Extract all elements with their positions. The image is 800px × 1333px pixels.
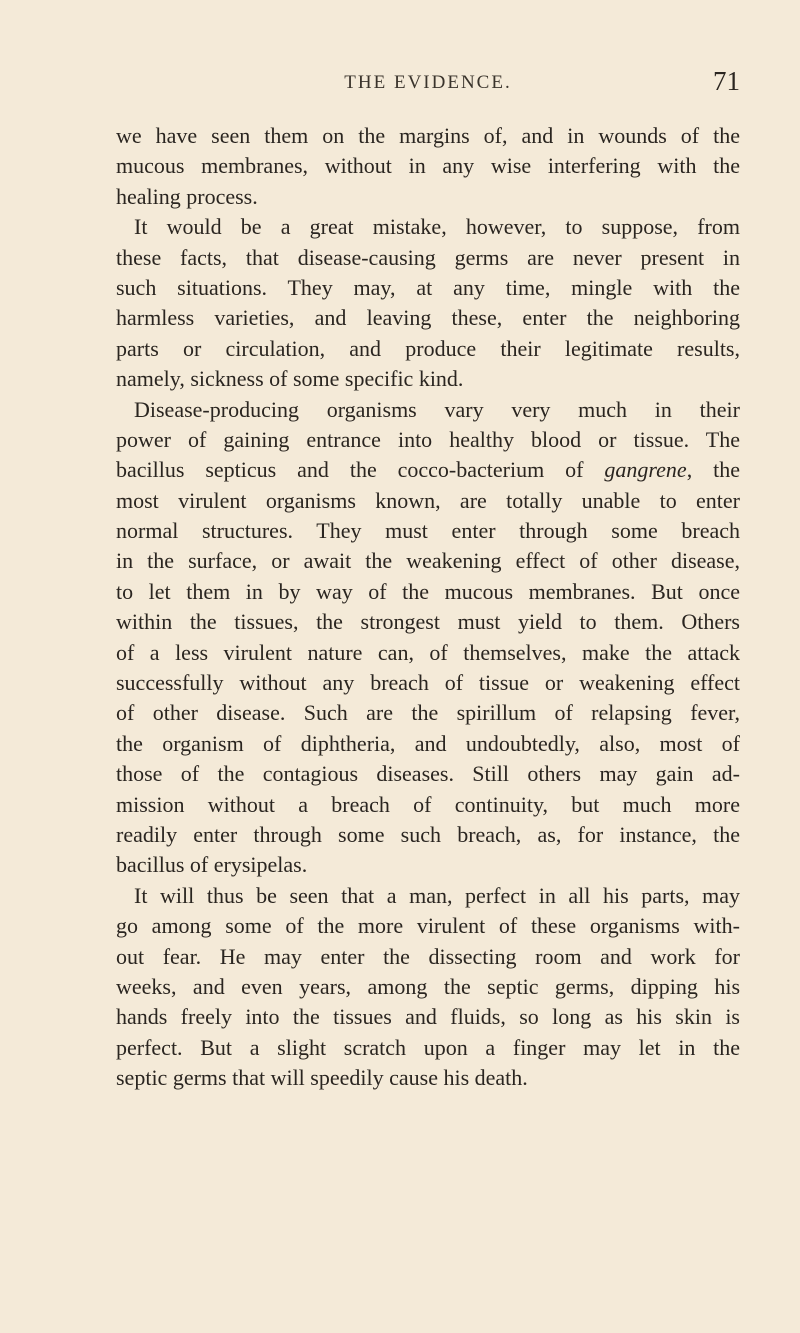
text-line: healing process. (116, 183, 258, 209)
text-line: successfully without any breach of tissue or weakening effect (116, 670, 740, 696)
text-line: of a less virulent nature can, of themselves, make the attack (116, 639, 740, 665)
text-line: in the surface, or await the weakening effect of other disease, (116, 548, 740, 574)
text-line: most virulent organisms known, are totally unable to enter (116, 487, 740, 513)
text-line: weeks, and even years, among the septic germs, dipping his (116, 973, 740, 999)
paragraph-first-line: Disease-producing organisms vary very much in their (134, 396, 740, 422)
text-line: readily enter through some such breach, as, for instance, the (116, 821, 740, 847)
text-line: namely, sickness of some specific kind. (116, 366, 464, 392)
paragraph-first-line: It would be a great mistake, however, to suppose, from (134, 214, 740, 240)
text-line: such situations. They may, at any time, mingle with the (116, 274, 740, 300)
text-line: out fear. He may enter the dissecting room and work for (116, 943, 740, 969)
page-number: 71 (713, 66, 740, 96)
text-line: perfect. But a slight scratch upon a finger may let in the (116, 1034, 740, 1060)
text-line: mission without a breach of continuity, but much more (116, 791, 740, 817)
text-line: go among some of the more virulent of these organisms with- (116, 913, 740, 939)
text-line: hands freely into the tissues and fluids, so long as his skin is (116, 1004, 740, 1030)
text-line: the organism of diphtheria, and undoubtedly, also, most of (116, 730, 740, 756)
paragraph-first-line: It will thus be seen that a man, perfect in all his parts, may (134, 882, 740, 908)
text-line: within the tissues, the strongest must yield to them. Others (116, 609, 740, 635)
body-text (116, 121, 740, 1094)
running-head (116, 66, 740, 106)
text-line: of other disease. Such are the spirillum of relapsing fever, (116, 700, 740, 726)
text-line: normal structures. They must enter through some breach (116, 518, 740, 544)
text-line: to let them in by way of the mucous membranes. But once (116, 578, 740, 604)
text-segment: bacillus septicus and the cocco-bacterium of gangrene, the (116, 457, 740, 483)
text-line: we have seen them on the margins of, and in wounds of the (116, 123, 740, 148)
italic-term: gangrene (604, 457, 687, 483)
text-line: parts or circulation, and produce their legitimate results, (116, 335, 740, 361)
text-line: bacillus of erysipelas. (116, 852, 308, 878)
text-line: power of gaining entrance into healthy blood or tissue. The (116, 426, 740, 452)
text-line: septic germs that will speedily cause his death. (116, 1065, 528, 1091)
text-line: harmless varieties, and leaving these, enter the neighboring (116, 305, 740, 331)
text-line: these facts, that disease-causing germs are never present in (116, 244, 740, 270)
running-title: THE EVIDENCE. (344, 72, 512, 93)
text-line: those of the contagious diseases. Still others may gain ad- (116, 761, 740, 787)
text-line: mucous membranes, without in any wise interfering with the (116, 153, 740, 179)
text-line (116, 455, 740, 485)
